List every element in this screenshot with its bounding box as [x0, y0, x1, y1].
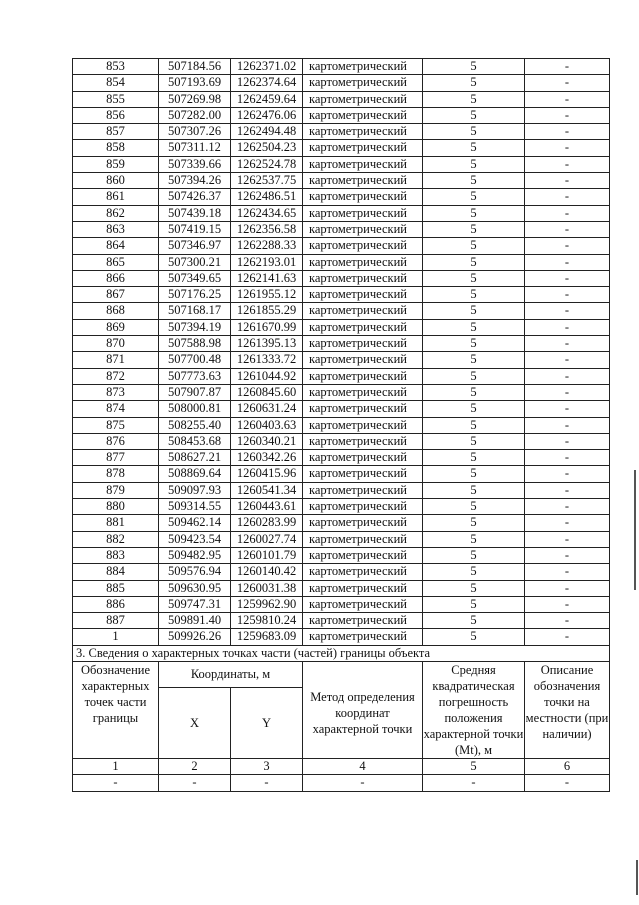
coord-x: 507907.87 [159, 384, 231, 400]
error: 5 [423, 173, 525, 189]
coord-x: 507168.17 [159, 303, 231, 319]
error: 5 [423, 140, 525, 156]
coord-y: 1260403.63 [231, 417, 303, 433]
point-number: 864 [73, 238, 159, 254]
error: 5 [423, 401, 525, 417]
method: картометрический [303, 91, 423, 107]
coord-x: 507426.37 [159, 189, 231, 205]
table-row [73, 173, 610, 189]
error: 5 [423, 124, 525, 140]
coord-x: 507269.98 [159, 91, 231, 107]
table-row [73, 629, 610, 645]
method: картометрический [303, 336, 423, 352]
description: - [525, 466, 610, 482]
section3-header-row [73, 661, 610, 687]
coord-x: 509423.54 [159, 531, 231, 547]
table-row [73, 384, 610, 400]
point-number: 870 [73, 336, 159, 352]
point-number: 853 [73, 59, 159, 75]
method: картометрический [303, 401, 423, 417]
coord-y: 1262459.64 [231, 91, 303, 107]
method: картометрический [303, 564, 423, 580]
coord-x: 509482.95 [159, 547, 231, 563]
error: 5 [423, 303, 525, 319]
point-number: 854 [73, 75, 159, 91]
error: 5 [423, 515, 525, 531]
description: - [525, 303, 610, 319]
point-number: 868 [73, 303, 159, 319]
table-row [73, 336, 610, 352]
point-number: 857 [73, 124, 159, 140]
description: - [525, 352, 610, 368]
error: 5 [423, 596, 525, 612]
coord-x: 509926.26 [159, 629, 231, 645]
coord-y: 1259810.24 [231, 613, 303, 629]
coord-x: 509462.14 [159, 515, 231, 531]
coord-x: 507300.21 [159, 254, 231, 270]
coord-y: 1262434.65 [231, 205, 303, 221]
coord-x: 508453.68 [159, 433, 231, 449]
coord-x: 507419.15 [159, 221, 231, 237]
coord-y: 1259683.09 [231, 629, 303, 645]
point-number: 873 [73, 384, 159, 400]
description: - [525, 91, 610, 107]
point-number: 865 [73, 254, 159, 270]
table-row [73, 450, 610, 466]
description: - [525, 401, 610, 417]
coord-x: 507193.69 [159, 75, 231, 91]
table-row [73, 189, 610, 205]
coord-y: 1261855.29 [231, 303, 303, 319]
error: 5 [423, 107, 525, 123]
coord-y: 1259962.90 [231, 596, 303, 612]
error: 5 [423, 580, 525, 596]
point-number: 876 [73, 433, 159, 449]
method: картометрический [303, 433, 423, 449]
coord-y: 1262371.02 [231, 59, 303, 75]
description: - [525, 564, 610, 580]
method: картометрический [303, 466, 423, 482]
error: 5 [423, 417, 525, 433]
table-row [73, 352, 610, 368]
table-row [73, 547, 610, 563]
description: - [525, 482, 610, 498]
point-number: 862 [73, 205, 159, 221]
method: картометрический [303, 140, 423, 156]
point-number: 887 [73, 613, 159, 629]
coord-x: 507346.97 [159, 238, 231, 254]
point-number: 858 [73, 140, 159, 156]
point-number: 872 [73, 368, 159, 384]
coord-y: 1261333.72 [231, 352, 303, 368]
error: 5 [423, 59, 525, 75]
method: картометрический [303, 384, 423, 400]
method: картометрический [303, 531, 423, 547]
document-sheet [72, 58, 609, 792]
coord-y: 1260342.26 [231, 450, 303, 466]
description: - [525, 629, 610, 645]
description: - [525, 107, 610, 123]
error: 5 [423, 205, 525, 221]
coord-y: 1260541.34 [231, 482, 303, 498]
method: картометрический [303, 368, 423, 384]
description: - [525, 173, 610, 189]
point-number: 1 [73, 629, 159, 645]
scan-edge-mark [634, 470, 636, 590]
point-number: 863 [73, 221, 159, 237]
coord-x: 507394.26 [159, 173, 231, 189]
header-desc: Описание обозначения точки на местности (при наличии) [525, 661, 610, 758]
error: 5 [423, 156, 525, 172]
col-number: 5 [423, 758, 525, 774]
description: - [525, 254, 610, 270]
section3-title-row [73, 645, 610, 661]
coord-y: 1260340.21 [231, 433, 303, 449]
error: 5 [423, 221, 525, 237]
method: картометрический [303, 173, 423, 189]
point-number: 861 [73, 189, 159, 205]
table-row [73, 466, 610, 482]
empty-cell: - [231, 775, 303, 791]
method: картометрический [303, 238, 423, 254]
coord-x: 507439.18 [159, 205, 231, 221]
table-row [73, 270, 610, 286]
coord-x: 509747.31 [159, 596, 231, 612]
coord-x: 509891.40 [159, 613, 231, 629]
description: - [525, 270, 610, 286]
table-row [73, 254, 610, 270]
description: - [525, 531, 610, 547]
point-number: 878 [73, 466, 159, 482]
coord-x: 509576.94 [159, 564, 231, 580]
description: - [525, 336, 610, 352]
point-number: 881 [73, 515, 159, 531]
error: 5 [423, 336, 525, 352]
coord-y: 1260140.42 [231, 564, 303, 580]
error: 5 [423, 384, 525, 400]
description: - [525, 515, 610, 531]
point-number: 879 [73, 482, 159, 498]
points-table-body [73, 59, 610, 646]
coord-y: 1262141.63 [231, 270, 303, 286]
description: - [525, 319, 610, 335]
coord-y: 1260415.96 [231, 466, 303, 482]
table-row [73, 156, 610, 172]
point-number: 877 [73, 450, 159, 466]
section3-block [73, 645, 610, 791]
error: 5 [423, 499, 525, 515]
description: - [525, 450, 610, 466]
method: картометрический [303, 319, 423, 335]
method: картометрический [303, 75, 423, 91]
coord-y: 1261044.92 [231, 368, 303, 384]
header-y: Y [231, 687, 303, 758]
description: - [525, 124, 610, 140]
table-row [73, 107, 610, 123]
coord-y: 1261670.99 [231, 319, 303, 335]
description: - [525, 287, 610, 303]
section3-empty-row [73, 775, 610, 791]
error: 5 [423, 629, 525, 645]
point-number: 867 [73, 287, 159, 303]
point-number: 869 [73, 319, 159, 335]
error: 5 [423, 466, 525, 482]
error: 5 [423, 238, 525, 254]
col-number: 3 [231, 758, 303, 774]
coord-x: 507184.56 [159, 59, 231, 75]
table-row [73, 221, 610, 237]
point-number: 874 [73, 401, 159, 417]
coord-y: 1260845.60 [231, 384, 303, 400]
description: - [525, 189, 610, 205]
coord-y: 1262494.48 [231, 124, 303, 140]
coord-y: 1260101.79 [231, 547, 303, 563]
method: картометрический [303, 221, 423, 237]
error: 5 [423, 368, 525, 384]
description: - [525, 417, 610, 433]
point-number: 885 [73, 580, 159, 596]
description: - [525, 75, 610, 91]
method: картометрический [303, 515, 423, 531]
coord-y: 1262537.75 [231, 173, 303, 189]
coord-y: 1262374.64 [231, 75, 303, 91]
error: 5 [423, 547, 525, 563]
coord-y: 1262486.51 [231, 189, 303, 205]
error: 5 [423, 287, 525, 303]
table-row [73, 140, 610, 156]
table-row [73, 417, 610, 433]
description: - [525, 499, 610, 515]
coord-y: 1260443.61 [231, 499, 303, 515]
coord-y: 1260631.24 [231, 401, 303, 417]
point-number: 855 [73, 91, 159, 107]
table-row [73, 401, 610, 417]
coord-x: 507311.12 [159, 140, 231, 156]
table-row [73, 433, 610, 449]
description: - [525, 580, 610, 596]
coord-x: 507773.63 [159, 368, 231, 384]
method: картометрический [303, 124, 423, 140]
point-number: 883 [73, 547, 159, 563]
description: - [525, 596, 610, 612]
point-number: 886 [73, 596, 159, 612]
header-coords: Координаты, м [159, 661, 303, 687]
description: - [525, 156, 610, 172]
method: картометрический [303, 417, 423, 433]
coord-x: 507700.48 [159, 352, 231, 368]
error: 5 [423, 270, 525, 286]
header-x: X [159, 687, 231, 758]
table-row [73, 531, 610, 547]
table-row [73, 515, 610, 531]
description: - [525, 613, 610, 629]
error: 5 [423, 564, 525, 580]
header-error: Средняя квадратическая погрешность положения характерной точки (Mt), м [423, 662, 524, 757]
method: картометрический [303, 287, 423, 303]
method: картометрический [303, 580, 423, 596]
point-number: 866 [73, 270, 159, 286]
coord-x: 507307.26 [159, 124, 231, 140]
coord-y: 1262504.23 [231, 140, 303, 156]
table-row [73, 564, 610, 580]
description: - [525, 547, 610, 563]
table-row [73, 368, 610, 384]
method: картометрический [303, 189, 423, 205]
empty-cell: - [525, 775, 610, 791]
point-number: 880 [73, 499, 159, 515]
coord-y: 1262193.01 [231, 254, 303, 270]
table-row [73, 613, 610, 629]
error: 5 [423, 613, 525, 629]
description: - [525, 238, 610, 254]
method: картометрический [303, 450, 423, 466]
scan-edge-mark [636, 860, 638, 895]
error: 5 [423, 531, 525, 547]
description: - [525, 368, 610, 384]
coord-y: 1262288.33 [231, 238, 303, 254]
table-row [73, 238, 610, 254]
point-number: 882 [73, 531, 159, 547]
header-method: Метод определения координат характерной точки [303, 661, 423, 758]
table-row [73, 91, 610, 107]
section3-title: 3. Сведения о характерных точках части (частей) границы объекта [73, 645, 610, 661]
table-row [73, 287, 610, 303]
error: 5 [423, 75, 525, 91]
coord-y: 1261395.13 [231, 336, 303, 352]
table-row [73, 124, 610, 140]
coord-x: 507394.19 [159, 319, 231, 335]
point-number: 875 [73, 417, 159, 433]
method: картометрический [303, 205, 423, 221]
coord-x: 507588.98 [159, 336, 231, 352]
coord-y: 1260283.99 [231, 515, 303, 531]
coord-x: 509097.93 [159, 482, 231, 498]
method: картометрический [303, 499, 423, 515]
method: картометрический [303, 352, 423, 368]
error: 5 [423, 254, 525, 270]
coord-y: 1262524.78 [231, 156, 303, 172]
point-number: 856 [73, 107, 159, 123]
description: - [525, 221, 610, 237]
header-point: Обозначение характерных точек части границы [73, 661, 159, 758]
empty-cell: - [159, 775, 231, 791]
coord-y: 1262476.06 [231, 107, 303, 123]
table-row [73, 499, 610, 515]
empty-cell: - [73, 775, 159, 791]
coord-y: 1261955.12 [231, 287, 303, 303]
method: картометрический [303, 59, 423, 75]
table-row [73, 596, 610, 612]
error: 5 [423, 433, 525, 449]
coord-x: 507176.25 [159, 287, 231, 303]
coord-x: 508000.81 [159, 401, 231, 417]
coord-x: 507339.66 [159, 156, 231, 172]
table-row [73, 482, 610, 498]
coord-y: 1260027.74 [231, 531, 303, 547]
method: картометрический [303, 156, 423, 172]
coord-y: 1260031.38 [231, 580, 303, 596]
method: картометрический [303, 596, 423, 612]
coord-x: 508869.64 [159, 466, 231, 482]
coord-x: 509314.55 [159, 499, 231, 515]
coord-x: 509630.95 [159, 580, 231, 596]
empty-cell: - [303, 775, 423, 791]
table-row [73, 303, 610, 319]
method: картометрический [303, 547, 423, 563]
point-number: 860 [73, 173, 159, 189]
method: картометрический [303, 107, 423, 123]
error: 5 [423, 352, 525, 368]
col-number: 1 [73, 758, 159, 774]
table-row [73, 205, 610, 221]
coord-x: 507282.00 [159, 107, 231, 123]
method: картометрический [303, 482, 423, 498]
description: - [525, 384, 610, 400]
point-number: 884 [73, 564, 159, 580]
description: - [525, 140, 610, 156]
error: 5 [423, 482, 525, 498]
point-number: 871 [73, 352, 159, 368]
table-row [73, 580, 610, 596]
error: 5 [423, 91, 525, 107]
table-row [73, 59, 610, 75]
col-number: 4 [303, 758, 423, 774]
coord-x: 507349.65 [159, 270, 231, 286]
point-number: 859 [73, 156, 159, 172]
empty-cell: - [423, 775, 525, 791]
error: 5 [423, 450, 525, 466]
method: картометрический [303, 613, 423, 629]
error: 5 [423, 189, 525, 205]
col-number: 2 [159, 758, 231, 774]
points-table [72, 58, 610, 792]
coord-y: 1262356.58 [231, 221, 303, 237]
description: - [525, 59, 610, 75]
table-row [73, 319, 610, 335]
method: картометрический [303, 254, 423, 270]
method: картометрический [303, 303, 423, 319]
col-number: 6 [525, 758, 610, 774]
description: - [525, 205, 610, 221]
description: - [525, 433, 610, 449]
method: картометрический [303, 629, 423, 645]
coord-x: 508627.21 [159, 450, 231, 466]
method: картометрический [303, 270, 423, 286]
table-row [73, 75, 610, 91]
error: 5 [423, 319, 525, 335]
section3-numbers-row [73, 758, 610, 774]
coord-x: 508255.40 [159, 417, 231, 433]
